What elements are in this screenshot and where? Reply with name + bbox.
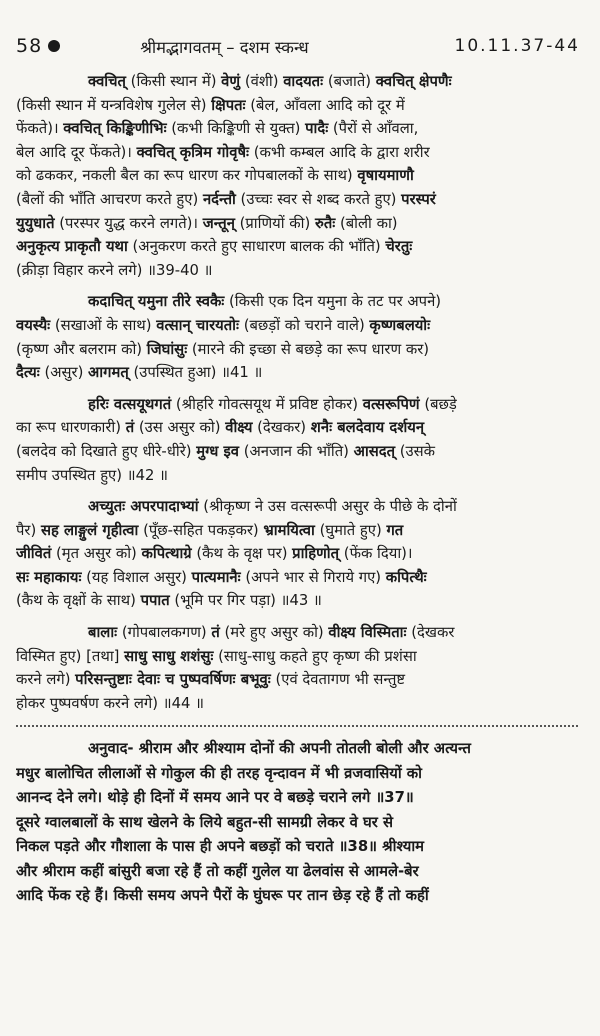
verse-meaning-block bbox=[16, 393, 578, 487]
verse-meaning-block bbox=[16, 621, 578, 715]
meaning-text: का रूप धारणकारी) bbox=[16, 419, 126, 437]
sanskrit-term: क्षिपतः bbox=[211, 96, 246, 114]
sanskrit-term: चेरतुः bbox=[385, 238, 413, 256]
meaning-text: (क्रीड़ा विहार करने लगे) ॥39-40 ॥ bbox=[16, 261, 213, 279]
meaning-text: (बछड़ों को चराने वाले) bbox=[239, 316, 370, 334]
sanskrit-term: वादयतः bbox=[283, 73, 324, 90]
sanskrit-term: क्वचित् क्षेपणैः bbox=[375, 73, 452, 90]
sanskrit-term: वीक्ष्य bbox=[225, 419, 253, 437]
meaning-text: (पूँछ-सहित पकड़कर) bbox=[138, 521, 264, 539]
meaning-text: पैर) bbox=[16, 521, 41, 539]
meaning-text: (मरे हुए असुर को) bbox=[219, 624, 329, 642]
text-line bbox=[16, 621, 578, 645]
meaning-text: (उपस्थित हुआ) ॥41 ॥ bbox=[128, 364, 263, 382]
text-line bbox=[16, 566, 578, 590]
translation-line: निकल पड़ते और गौशाला के पास ही अपने बछड़ों को चराते ॥38॥ श्रीश्याम bbox=[16, 838, 425, 856]
text-line bbox=[16, 495, 578, 519]
sanskrit-term: सः महाकायः bbox=[16, 568, 82, 586]
sanskrit-term: वयस्यैः bbox=[16, 316, 51, 334]
meaning-text: (असुर) bbox=[39, 364, 89, 382]
bullet-dot-icon bbox=[48, 40, 60, 52]
text-line bbox=[16, 117, 578, 141]
sanskrit-term: गत bbox=[386, 521, 404, 539]
text-line bbox=[16, 290, 578, 314]
sanskrit-term: भ्रामयित्वा bbox=[263, 521, 315, 539]
meaning-text: (देखकर bbox=[406, 624, 455, 642]
sanskrit-term: कपित्थैः bbox=[385, 568, 427, 586]
meaning-text: (कभी किङ्किणी से युक्त) bbox=[166, 120, 306, 138]
verse-meaning-block bbox=[16, 495, 578, 613]
translation-line: मधुर बालोचित लीलाओं से गोकुल की ही तरह वृन्दावन में भी व्रजवासियों को bbox=[16, 764, 422, 782]
sanskrit-term: रुतैः bbox=[314, 214, 336, 232]
text-line bbox=[16, 188, 578, 212]
text-line bbox=[16, 519, 578, 543]
sanskrit-term: वृषायमाणौ bbox=[357, 167, 414, 185]
meaning-text: (बैलों की भाँति आचरण करते हुए) bbox=[16, 190, 203, 208]
sanskrit-term: जन्तून् bbox=[202, 214, 235, 232]
text-line bbox=[16, 212, 578, 236]
meaning-text: (भूमि पर गिर पड़ा) ॥43 ॥ bbox=[169, 592, 322, 610]
meaning-text: (किसी एक दिन यमुना के तट पर अपने) bbox=[224, 293, 442, 311]
sanskrit-term: हरिः वत्सयूथगतं bbox=[88, 395, 172, 413]
meaning-text: (अनुकरण करते हुए साधारण बालक की भाँति) bbox=[127, 238, 386, 256]
meaning-text: (सखाओं के साथ) bbox=[50, 316, 157, 334]
meaning-text: बेल आदि दूर फेंकते)। bbox=[16, 143, 137, 161]
translation-line: और श्रीराम कहीं बांसुरी बजा रहे हैं तो कहीं गुलेल या ढेलवांस से आमले-बेर bbox=[16, 862, 419, 880]
meaning-text: विस्मित हुए) [तथा] bbox=[16, 647, 125, 665]
text-line bbox=[16, 645, 578, 669]
sanskrit-term: अनुकृत्य प्राकृतौ यथा bbox=[16, 238, 128, 256]
text-line bbox=[16, 589, 578, 613]
sanskrit-term: पादैः bbox=[305, 120, 329, 138]
sanskrit-term: मुग्ध इव bbox=[196, 442, 239, 460]
meaning-text: (उच्चः स्वर से शब्द करते हुए) bbox=[235, 190, 402, 208]
meaning-text: (बछड़े bbox=[419, 395, 457, 413]
translation-line: आनन्द देने लगे। थोड़े ही दिनों में समय आने पर वे बछड़े चराने लगे ॥37॥ bbox=[16, 789, 414, 807]
text-line bbox=[16, 668, 578, 692]
sanskrit-term: शनैः बलदेवाय दर्शयन् bbox=[310, 419, 425, 437]
text-line bbox=[16, 393, 578, 417]
translation-line: आदि फेंक रहे हैं। किसी समय अपने पैरों के घुंघरू पर तान छेड़ रहे हैं तो कहीं bbox=[16, 887, 429, 905]
text-line bbox=[16, 464, 578, 488]
meaning-text: (उस असुर को) bbox=[134, 419, 226, 437]
sanskrit-term: युयुधाते bbox=[16, 214, 55, 232]
meaning-text: (देखकर) bbox=[252, 419, 311, 437]
page-header bbox=[16, 34, 580, 58]
sanskrit-term: आसदत् bbox=[353, 442, 396, 460]
sanskrit-term: क्वचित् bbox=[88, 73, 126, 90]
sanskrit-term: वीक्ष्य विस्मिताः bbox=[328, 624, 407, 642]
meaning-text: (परस्पर युद्ध करने लगते)। bbox=[54, 214, 203, 232]
meaning-text: करने लगे) bbox=[16, 671, 76, 689]
meaning-text: (बलदेव को दिखाते हुए धीरे-धीरे) bbox=[16, 442, 197, 460]
meaning-text: (गोपबालकगण) bbox=[117, 624, 212, 642]
meaning-text: (श्रीकृष्ण ने उस वत्सरूपी असुर के पीछे के दोनों bbox=[198, 498, 457, 516]
meaning-text: (किसी स्थान में यन्त्रविशेष गुलेल से) bbox=[16, 96, 212, 114]
text-line bbox=[16, 259, 578, 283]
sanskrit-term: कपित्थाग्रे bbox=[141, 545, 192, 563]
sanskrit-term: क्वचित् किङ्किणीभिः bbox=[63, 120, 167, 138]
meaning-text: (बजाते) bbox=[323, 73, 376, 90]
page-number: 58 bbox=[16, 35, 43, 57]
translation-line: दूसरे ग्वालबालों के साथ खेलने के लिये बहुत-सी सामग्री लेकर वे घर से bbox=[16, 813, 393, 831]
meaning-text: (बोली का) bbox=[335, 214, 398, 232]
sanskrit-term: साधु साधु शशंसुः bbox=[124, 647, 214, 665]
sanskrit-term: आगमत् bbox=[88, 364, 129, 382]
translation-line: अनुवाद- श्रीराम और श्रीश्याम दोनों की अपनी तोतली बोली और अत्यन्त bbox=[88, 740, 471, 758]
meaning-text: (फेंक दिया)। bbox=[339, 545, 413, 563]
meaning-text: (प्राणियों की) bbox=[234, 214, 315, 232]
text-line bbox=[16, 314, 578, 338]
meaning-text: होकर पुष्पवर्षण करने लगे) ॥44 ॥ bbox=[16, 694, 204, 712]
section-divider bbox=[16, 725, 578, 727]
text-line bbox=[16, 94, 578, 118]
sanskrit-term: जिघांसुः bbox=[146, 340, 188, 358]
meaning-text: (किसी स्थान में) bbox=[125, 73, 222, 90]
verse-meaning-block bbox=[16, 290, 578, 384]
meaning-text: (बेल, आँवला आदि को दूर में bbox=[245, 96, 405, 114]
text-line bbox=[16, 692, 578, 716]
sanskrit-term: क्वचित् कृत्रिम गोवृषैः bbox=[136, 143, 250, 161]
sanskrit-term: पात्यमानैः bbox=[191, 568, 241, 586]
sanskrit-term: बालाः bbox=[88, 624, 118, 642]
verse-reference: 10.11.37-44 bbox=[454, 36, 580, 56]
running-title: श्रीमद्भागवतम् – दशम स्कन्ध bbox=[140, 37, 309, 57]
meaning-text: (श्रीहरि गोवत्सयूथ में प्रविष्ट होकर) bbox=[171, 395, 363, 413]
sanskrit-term: प्राहिणोत् bbox=[292, 545, 340, 563]
sanskrit-term: तं bbox=[125, 419, 135, 437]
page-content bbox=[16, 70, 578, 909]
sanskrit-term: दैत्यः bbox=[16, 364, 40, 382]
sanskrit-term: सह लाङ्गुलं गृहीत्वा bbox=[40, 521, 139, 539]
sanskrit-term: पपात bbox=[140, 592, 170, 610]
meaning-text: (वंशी) bbox=[240, 73, 284, 90]
sanskrit-term: कदाचित् यमुना तीरे स्वकैः bbox=[88, 293, 225, 311]
sanskrit-term: वत्सान् चारयतोः bbox=[156, 316, 239, 334]
text-line bbox=[16, 164, 578, 188]
text-line bbox=[16, 361, 578, 385]
sanskrit-term: नर्दन्तौ bbox=[202, 190, 236, 208]
meaning-text: (मृत असुर को) bbox=[51, 545, 142, 563]
text-line bbox=[16, 416, 578, 440]
text-line bbox=[16, 70, 578, 94]
meaning-text: समीप उपस्थित हुए) ॥42 ॥ bbox=[16, 466, 168, 484]
meaning-text: (कृष्ण और बलराम को) bbox=[16, 340, 147, 358]
meaning-text: (मारने की इच्छा से बछड़े का रूप धारण कर) bbox=[187, 340, 430, 358]
verse-meaning-block bbox=[16, 70, 578, 282]
meaning-text: (अनजान की भाँति) bbox=[239, 442, 354, 460]
meaning-text: (एवं देवतागण भी सन्तुष्ट bbox=[270, 671, 406, 689]
word-meaning-section bbox=[16, 70, 578, 715]
text-line bbox=[16, 338, 578, 362]
meaning-text: फेंकते)। bbox=[16, 120, 64, 138]
text-line bbox=[16, 141, 578, 165]
text-line bbox=[16, 542, 578, 566]
text-line bbox=[16, 235, 578, 259]
sanskrit-term: जीवितं bbox=[16, 545, 52, 563]
sanskrit-term: तं bbox=[211, 624, 220, 642]
sanskrit-term: वत्सरूपिणं bbox=[362, 395, 420, 413]
meaning-text: (पैरों से आँवला, bbox=[328, 120, 419, 138]
meaning-text: (कभी कम्बल आदि के द्वारा शरीर bbox=[249, 143, 430, 161]
sanskrit-term: परिसन्तुष्टाः देवाः च पुष्पवर्षिणः बभूवुः bbox=[75, 671, 271, 689]
sanskrit-term: कृष्णबलयोः bbox=[369, 316, 431, 334]
meaning-text: (यह विशाल असुर) bbox=[81, 568, 192, 586]
meaning-text: (कैथ के वृक्ष पर) bbox=[191, 545, 293, 563]
translation-paragraph bbox=[16, 737, 578, 909]
meaning-text: (उसके bbox=[395, 442, 435, 460]
meaning-text: (कैथ के वृक्षों के साथ) bbox=[16, 592, 141, 610]
meaning-text: (घुमाते हुए) bbox=[314, 521, 387, 539]
sanskrit-term: अच्युतः अपरपादाभ्यां bbox=[88, 498, 199, 516]
meaning-text: (साधु-साधु कहते हुए कृष्ण की प्रशंसा bbox=[213, 647, 417, 665]
text-line bbox=[16, 440, 578, 464]
meaning-text: (अपने भार से गिराये गए) bbox=[240, 568, 386, 586]
sanskrit-term: परस्परं bbox=[401, 190, 436, 208]
sanskrit-term: वेणुं bbox=[221, 73, 241, 90]
meaning-text: को ढककर, नकली बैल का रूप धारण कर गोपबालकों के साथ) bbox=[16, 167, 358, 185]
